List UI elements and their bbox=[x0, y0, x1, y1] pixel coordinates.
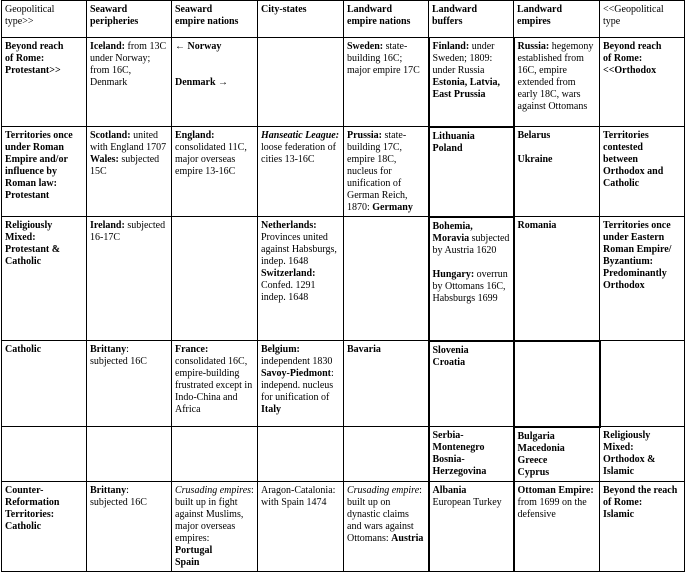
city-states-cell: Hanseatic League: loose federation of cities 13-16C bbox=[258, 127, 344, 217]
seaward-empires-cell: England: consolidated 11C, major overseas empire 13-16C bbox=[172, 127, 258, 217]
landward-empire-nations-cell: Sweden: state-building 16C; major empire 17C bbox=[344, 38, 429, 127]
row-type-cell bbox=[2, 427, 87, 482]
seaward-peripheries-cell: Brittany: subjected 16C bbox=[87, 481, 172, 571]
landward-buffers-cell: Bohemia, Moravia subjected by Austria 1620 Hungary: overrun by Ottomans 16C, Habsburgs 1699 bbox=[429, 217, 514, 341]
header-landward-empire-nations: Landward empire nations bbox=[344, 1, 429, 38]
table-row bbox=[2, 127, 685, 217]
right-type-cell bbox=[600, 341, 685, 427]
table-row bbox=[2, 38, 685, 127]
header-row bbox=[2, 1, 685, 38]
landward-buffers-cell: Serbia- Montenegro Bosnia- Herzegovina bbox=[429, 427, 514, 482]
landward-buffers-cell: Finland: under Sweden; 1809: under Russia Estonia, Latvia, East Prussia bbox=[429, 38, 514, 127]
table-row bbox=[2, 217, 685, 341]
landward-empire-nations-cell bbox=[344, 217, 429, 341]
geopolitical-table bbox=[1, 0, 685, 572]
landward-empires-cell: Romania bbox=[514, 217, 600, 341]
seaward-empires-cell bbox=[172, 217, 258, 341]
seaward-empires-cell: Crusading empires: built up in fight against Muslims, major overseas empires: Portugal Spain bbox=[172, 481, 258, 571]
seaward-peripheries-cell: Ireland: subjected 16-17C bbox=[87, 217, 172, 341]
landward-buffers-cell: Albania European Turkey bbox=[429, 481, 514, 571]
landward-buffers-cell: Lithuania Poland bbox=[429, 127, 514, 217]
landward-empire-nations-cell: Prussia: state-building 17C, empire 18C, nucleus for unification of German Reich, 1870: Germany bbox=[344, 127, 429, 217]
landward-empire-nations-cell: Crusading empire: built up on dynastic claims and wars against Ottomans: Austria bbox=[344, 481, 429, 571]
table-row bbox=[2, 427, 685, 482]
right-type-cell: Territories once under Eastern Roman Empire/ Byzantium: Predominantly Orthodox bbox=[600, 217, 685, 341]
seaward-empires-cell: ← Norway Denmark → bbox=[172, 38, 258, 127]
right-type-cell: Beyond the reach of Rome: Islamic bbox=[600, 481, 685, 571]
right-type-cell: Religiously Mixed: Orthodox & Islamic bbox=[600, 427, 685, 482]
landward-empires-cell: Ottoman Empire: from 1699 on the defensive bbox=[514, 481, 600, 571]
header-landward-empires: Landward empires bbox=[514, 1, 600, 38]
landward-empires-cell: Belarus Ukraine bbox=[514, 127, 600, 217]
landward-empires-cell: Russia: hegemony established from 16C, empire extended from early 18C, wars against Ottomans bbox=[514, 38, 600, 127]
header-geopolitical-type: Geopolitical type>> bbox=[2, 1, 87, 38]
table-row bbox=[2, 341, 685, 427]
landward-buffers-cell: Slovenia Croatia bbox=[429, 341, 514, 427]
seaward-peripheries-cell: Scotland: united with England 1707 Wales: subjected 15C bbox=[87, 127, 172, 217]
landward-empire-nations-cell: Bavaria bbox=[344, 341, 429, 427]
city-states-cell bbox=[258, 427, 344, 482]
row-type-cell: Religiously Mixed: Protestant & Catholic bbox=[2, 217, 87, 341]
row-type-cell: Beyond reach of Rome: Protestant>> bbox=[2, 38, 87, 127]
header-geopolitical-type-right: <<Geopolitical type bbox=[600, 1, 685, 38]
header-landward-buffers: Landward buffers bbox=[429, 1, 514, 38]
seaward-peripheries-cell: Iceland: from 13C under Norway; from 16C, Denmark bbox=[87, 38, 172, 127]
seaward-peripheries-cell: Brittany: subjected 16C bbox=[87, 341, 172, 427]
landward-empires-cell: Bulgaria Macedonia Greece Cyprus bbox=[514, 427, 600, 482]
seaward-empires-cell: France: consolidated 16C, empire-building frustrated except in Indo-China and Africa bbox=[172, 341, 258, 427]
table-row bbox=[2, 481, 685, 571]
header-seaward-empire-nations: Seaward empire nations bbox=[172, 1, 258, 38]
seaward-empires-cell bbox=[172, 427, 258, 482]
row-type-cell: Territories once under Roman Empire and/or influence by Roman law: Protestant bbox=[2, 127, 87, 217]
landward-empire-nations-cell bbox=[344, 427, 429, 482]
city-states-cell: Netherlands: Provinces united against Habsburgs, indep. 1648 Switzerland: Confed. 1291 indep. 1648 bbox=[258, 217, 344, 341]
city-states-cell: Aragon-Catalonia: with Spain 1474 bbox=[258, 481, 344, 571]
city-states-cell bbox=[258, 38, 344, 127]
right-type-cell: Territories contested between Orthodox and Catholic bbox=[600, 127, 685, 217]
header-city-states: City-states bbox=[258, 1, 344, 38]
right-type-cell: Beyond reach of Rome: <<Orthodox bbox=[600, 38, 685, 127]
header-seaward-peripheries: Seaward peripheries bbox=[87, 1, 172, 38]
seaward-peripheries-cell bbox=[87, 427, 172, 482]
city-states-cell: Belgium: independent 1830 Savoy-Piedmont: independ. nucleus for unification of Italy bbox=[258, 341, 344, 427]
landward-empires-cell bbox=[514, 341, 600, 427]
row-type-cell: Counter- Reformation Territories: Catholic bbox=[2, 481, 87, 571]
row-type-cell: Catholic bbox=[2, 341, 87, 427]
